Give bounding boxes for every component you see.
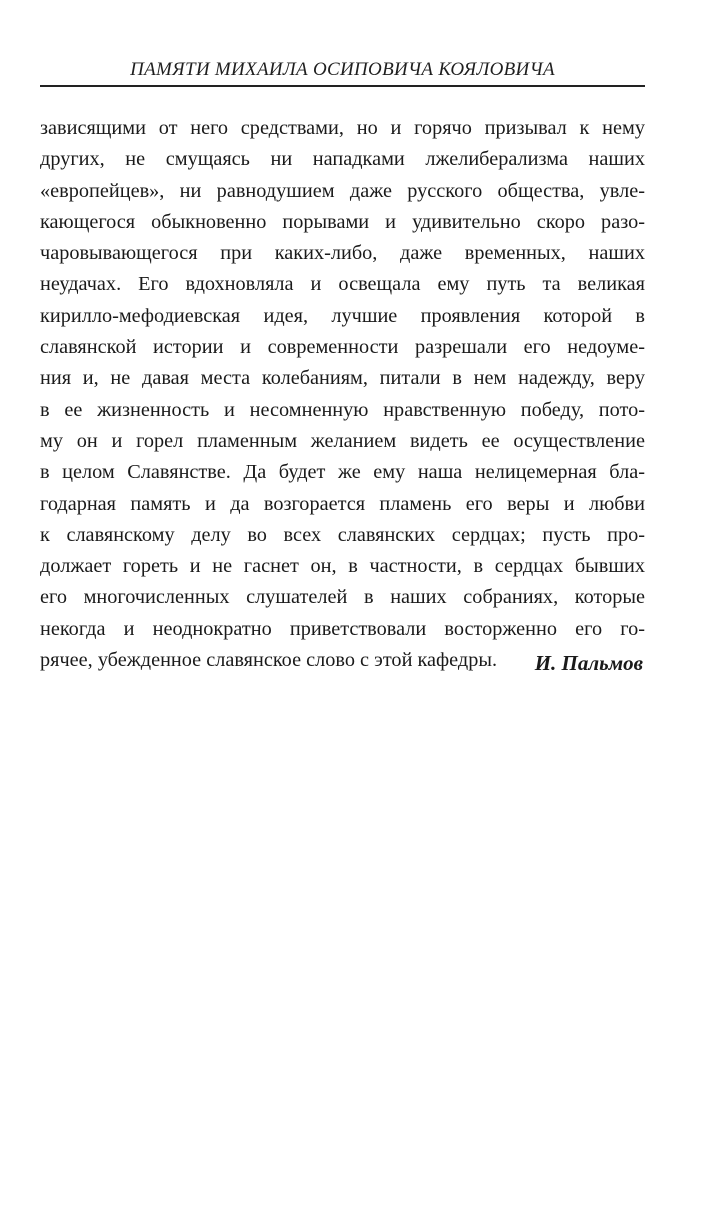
text-line: других, не смущаясь ни нападками лжелиберализма наших (40, 148, 645, 171)
running-head: ПАМЯТИ МИХАИЛА ОСИПОВИЧА КОЯЛОВИЧА (130, 59, 555, 80)
text-line-last: рячее, убежденное славянское слово с этой кафедры. (40, 649, 498, 672)
text-line: в целом Славянстве. Да будет же ему наша нелицемерная бла- (40, 461, 645, 484)
text-line: к славянскому делу во всех славянских сердцах; пусть про- (40, 523, 645, 546)
text-line: в ее жизненность и несомненную нравственную победу, пото- (40, 398, 645, 421)
text-line: кирилло-мефодиевская идея, лучшие проявления которой в (40, 304, 645, 327)
text-line: его многочисленных слушателей в наших собраниях, которые (40, 586, 645, 609)
text-line: неудачах. Его вдохновляла и освещала ему путь та великая (40, 273, 645, 296)
text-line: «европейцев», ни равнодушием даже русского общества, увле- (40, 179, 645, 202)
text-line: чаровывающегося при каких-либо, даже временных, наших (40, 242, 645, 265)
text-line: годарная память и да возгорается пламень его веры и любви (40, 492, 645, 515)
text-line: некогда и неоднократно приветствовали восторженно его го- (40, 617, 645, 640)
text-line: должает гореть и не гаснет он, в частности, в сердцах бывших (40, 555, 645, 578)
body-paragraph (40, 113, 645, 676)
text-line: зависящими от него средствами, но и горячо призывал к нему (40, 117, 645, 139)
text-line: му он и горел пламенным желанием видеть ее осуществление (40, 429, 645, 452)
header-rule (40, 85, 645, 87)
text-line: славянской истории и современности разрешали его недоуме- (40, 336, 645, 359)
text-line: ния и, не давая места колебаниям, питали в нем надежду, веру (40, 367, 645, 390)
text-line: кающегося обыкновенно порывами и удивительно скоро разо- (40, 210, 645, 233)
author-signature: И. Пальмов (534, 651, 643, 675)
